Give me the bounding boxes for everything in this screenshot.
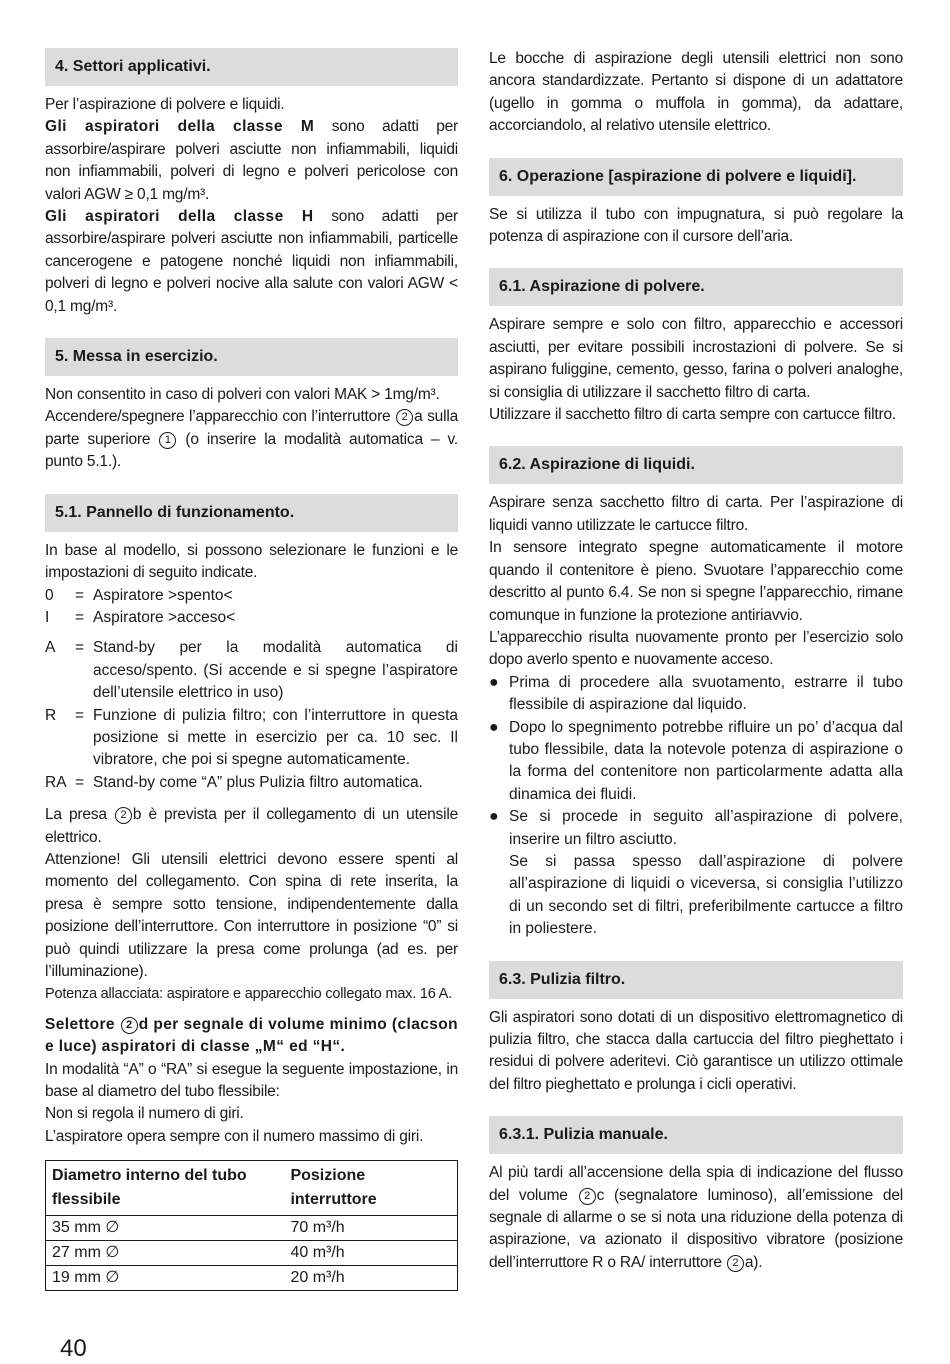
list-eq: = xyxy=(75,706,85,724)
list-item xyxy=(45,705,458,772)
list-key: R xyxy=(45,706,57,724)
socket-text-a: La presa xyxy=(45,806,114,824)
table-cell: 27 mm ∅ xyxy=(46,1241,285,1266)
adapter-para: Le bocche di aspirazione degli utensili elettrici non sono ancora standardizzate. Pertanto si dispone di un adattatore (ugello in gomma o muffola in gomma), da adattare, accorciandolo, al relativo utensile elettrico. xyxy=(489,50,903,135)
table-header-row xyxy=(46,1161,458,1216)
list-value: Aspiratore >acceso< xyxy=(93,608,236,626)
table-cell: 70 m³/h xyxy=(284,1216,457,1241)
bullet-text-main: Se si procede in seguito all’aspirazione di polvere, inserire un filtro asciutto. xyxy=(509,808,903,848)
rpm-para-1: Non si regola il numero di giri. xyxy=(45,1105,244,1123)
attention-para: Attenzione! Gli utensili elettrici devono essere spenti al momento del collegamento. Con spina di rete inserita, la presa è sempre sotto tensione, indipendentemente dalla posizione dell’interruttore. Con interruttore in posizione “0” si può quindi utilizzare la presa come prolunga (ad es. per l’illuminazione). xyxy=(45,850,458,980)
section-6-2-heading: 6.2. Aspirazione di liquidi. xyxy=(489,446,903,484)
list-item xyxy=(45,585,458,607)
selector-text-b: d per segnale di volume minimo (clacson e luce) aspiratori di classe „M“ ed “H“. xyxy=(45,1015,458,1056)
section-6-2-para-3: L’apparecchio risulta nuovamente pronto per l’esercizio solo dopo averlo spento e nuovamente acceso. xyxy=(489,628,903,669)
bullet-text-cont: Se si passa spesso dall’aspirazione di polvere all’aspirazione di liquidi o viceversa, si consiglia l’utilizzo di un secondo set di filtri, preferibilmente cartucce a filtro in poliestere. xyxy=(509,852,903,938)
bullet-text xyxy=(509,806,903,940)
switch-text-c: (o inserire la modalità automatica – v. punto 5.1.). xyxy=(45,430,458,471)
section-6-heading: 6. Operazione [aspirazione di polvere e liquidi]. xyxy=(489,158,903,196)
bullet-icon: ● xyxy=(489,673,499,691)
list-eq: = xyxy=(75,773,85,791)
list-item xyxy=(45,607,458,629)
section-5-1-intro: In base al modello, si possono selezionare le funzioni e le impostazioni di seguito indicate. xyxy=(45,541,458,582)
switch-text-b: a sulla parte superiore xyxy=(45,408,459,448)
switch-text-a: Accendere/spegnere l’apparecchio con l’interruttore xyxy=(45,408,396,426)
circled-2-icon: 2 xyxy=(121,1017,138,1034)
socket-text-b: b è prevista per il collegamento di un utensile elettrico. xyxy=(45,806,458,846)
list-value: Aspiratore >spento< xyxy=(93,586,233,604)
section-6-3-1-para xyxy=(489,1162,903,1274)
list-item xyxy=(45,772,458,794)
mode-para: In modalità “A” o “RA” si esegue la seguente impostazione, in base al diametro del tubo flessibile: xyxy=(45,1060,458,1101)
list-key: 0 xyxy=(45,586,54,604)
section-6-2-para-2: In sensore integrato spegne automaticamente il motore quando il contenitore è pieno. Svuotare l’apparecchio come descritto al punto 6.4. Se non si spegne l’apparecchio, rimane comunque in funzione la protezione antiriavvio. xyxy=(489,539,903,624)
left-column xyxy=(45,48,458,1291)
class-h-text: sono adatti per assorbire/aspirare polveri asciutte non infiammabili, particelle cancerogene e patogene nonché liquidi non infiammabili, polveri di legno e polveri nocive alla salute con valori AGW < 0,1 mg/m³. xyxy=(45,208,458,315)
list-eq: = xyxy=(75,639,85,657)
section-4-heading: 4. Settori applicativi. xyxy=(45,48,458,86)
list-key: I xyxy=(45,608,50,626)
table-row xyxy=(46,1241,458,1266)
table-cell: 19 mm ∅ xyxy=(46,1266,285,1291)
list-key: A xyxy=(45,639,56,657)
manual-text-a: Al più tardi all’accensione della spia di indicazione del flusso del volume xyxy=(489,1164,903,1204)
hose-diameter-table xyxy=(45,1160,458,1291)
bullet-icon: ● xyxy=(489,718,499,736)
list-item xyxy=(489,672,903,717)
manual-text-c: a). xyxy=(744,1253,763,1271)
section-6-1-para-1: Aspirare sempre e solo con filtro, apparecchio e accessori asciutti, per evitare possibili incrostazioni di polvere. Se si aspirano fuliggine, cemento, gesso, farina o polveri analoghe, si consiglia di utilizzare il sacchetto filtro di carta. xyxy=(489,316,903,401)
bullet-text: Dopo lo spegnimento potrebbe rifluire un po’ d’acqua dal tubo flessibile, data la notevole potenza di aspirazione o la forma del contenitore non particolarmente adatta alla dinamica dei fluidi. xyxy=(509,718,903,803)
section-6-3-heading: 6.3. Pulizia filtro. xyxy=(489,961,903,999)
section-6-para: Se si utilizza il tubo con impugnatura, si può regolare la potenza di aspirazione con il cursore dell’aria. xyxy=(489,205,903,246)
list-item xyxy=(489,806,903,940)
section-4-intro: Per l’aspirazione di polvere e liquidi. xyxy=(45,96,285,113)
list-key: RA xyxy=(45,773,67,791)
table-row xyxy=(46,1266,458,1291)
class-m-text: sono adatti per assorbire/aspirare polveri asciutte non infiammabili, liquidi non infiammabili, polveri di legno e polveri pericolose con valori AGW ≥ 0,1 mg/m³. xyxy=(45,118,458,203)
class-h-lead: Gli aspiratori della classe H xyxy=(45,208,314,226)
page-number: 40 xyxy=(60,1335,87,1362)
selector-text-a: Selettore xyxy=(45,1015,120,1033)
list-value: Stand-by per la modalità automatica di acceso/spento. (Si accende e si spegne l’aspiratore dell’utensile elettrico in uso) xyxy=(93,639,458,702)
socket-para xyxy=(45,804,458,849)
selector-para xyxy=(45,1014,458,1059)
section-6-3-para: Gli aspiratori sono dotati di un dispositivo elettromagnetico di pulizia filtro, che stacca dalla cartuccia del filtro pieghettato i residui di polvere aderitevi. Ciò garantisce un utilizzo ottimale del filtro pieghettato e prolunga i cicli operativi. xyxy=(489,1008,903,1093)
section-5-heading: 5. Messa in esercizio. xyxy=(45,338,458,376)
class-m-lead: Gli aspiratori della classe M xyxy=(45,118,315,136)
circled-2-icon: 2 xyxy=(396,409,413,426)
list-item xyxy=(489,717,903,807)
section-6-1-heading: 6.1. Aspirazione di polvere. xyxy=(489,268,903,306)
circled-1-icon: 1 xyxy=(159,432,176,449)
section-4-class-m xyxy=(45,116,458,206)
table-cell: 20 m³/h xyxy=(284,1266,457,1291)
bullet-icon: ● xyxy=(489,808,499,826)
rpm-para-2: L’aspiratore opera sempre con il numero massimo di giri. xyxy=(45,1127,424,1145)
table-cell: 40 m³/h xyxy=(284,1241,457,1266)
section-5-switch xyxy=(45,406,458,473)
table-header-position: Posizione interruttore xyxy=(284,1161,457,1216)
list-value: Stand-by come “A” plus Pulizia filtro automatica. xyxy=(93,773,423,791)
right-column xyxy=(489,48,903,1274)
list-item xyxy=(45,637,458,704)
section-4-class-h xyxy=(45,206,458,318)
table-cell: 35 mm ∅ xyxy=(46,1216,285,1241)
power-para: Potenza allacciata: aspiratore e apparecchio collegato max. 16 A. xyxy=(45,986,452,1003)
circled-2-icon: 2 xyxy=(115,807,132,824)
circled-2-icon: 2 xyxy=(727,1255,744,1272)
table-header-diameter: Diametro interno del tubo flessibile xyxy=(46,1161,285,1216)
list-eq: = xyxy=(75,586,85,604)
section-5-1-heading: 5.1. Pannello di funzionamento. xyxy=(45,494,458,532)
manual-text-b: c (segnalatore luminoso), all’emissione del segnale di allarme o se si nota una riduzione della potenza di aspirazione, va azionato il dispositivo vibratore (posizione dell’interruttore R o RA/ interruttore xyxy=(489,1186,903,1271)
list-eq: = xyxy=(75,608,85,626)
section-5-mak: Non consentito in caso di polveri con valori MAK > 1mg/m³. xyxy=(45,386,440,404)
bullet-text: Prima di procedere alla svuotamento, estrarre il tubo flessibile di aspirazione dal liquido. xyxy=(509,673,903,714)
list-value: Funzione di pulizia filtro; con l’interruttore in questa posizione si mette in esercizio per ca. 10 sec. Il vibratore, che poi si spegne automaticamente. xyxy=(93,706,458,769)
section-6-2-para-1: Aspirare senza sacchetto filtro di carta. Per l’aspirazione di liquidi vanno utilizzate le cartucce filtro. xyxy=(489,494,903,534)
circled-2-icon: 2 xyxy=(579,1188,596,1205)
table-row xyxy=(46,1216,458,1241)
function-list xyxy=(45,585,458,795)
section-6-3-1-heading: 6.3.1. Pulizia manuale. xyxy=(489,1116,903,1154)
section-6-1-para-2: Utilizzare il sacchetto filtro di carta sempre con cartucce filtro. xyxy=(489,406,896,424)
